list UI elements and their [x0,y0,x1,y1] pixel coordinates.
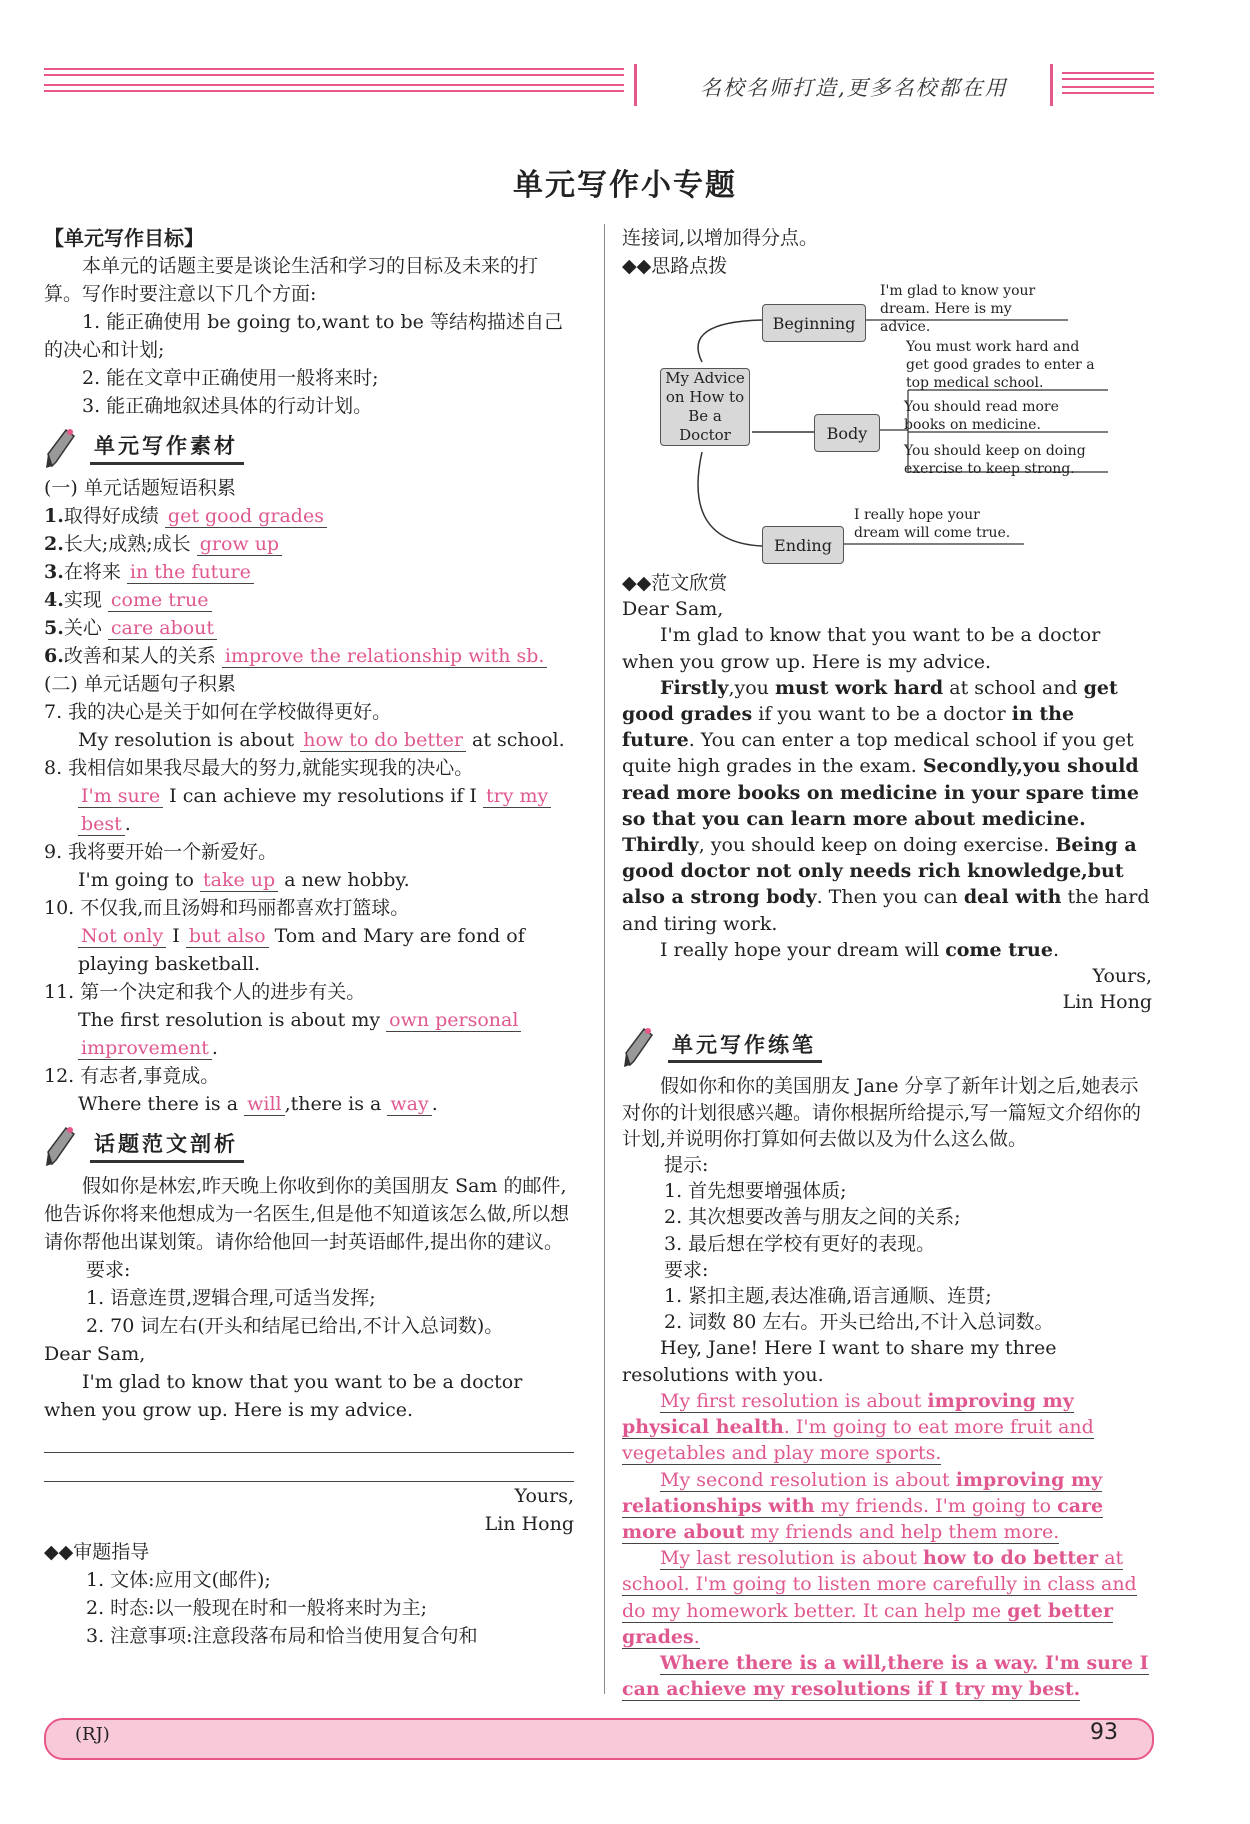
text-run: if you want to be a doctor [752,703,1012,726]
pencil-icon [622,1025,658,1069]
phrase-item: 2.长大;成熟;成长 grow up [44,530,574,558]
sentence-en: My resolution is about how to do better at school. [78,729,565,751]
text-run: , you should keep on doing exercise. [698,834,1056,857]
text-run: . Then you can [816,886,964,909]
text-run: in the future [622,703,1075,752]
phrases-title: (一) 单元话题短语积累 [44,477,236,499]
goals-title: 【单元写作目标】 [44,226,204,250]
guide-item: 2. 时态:以一般现在时和一般将来时为主; [86,1597,427,1619]
mind-map-body-text: You should keep on doing exercise to keep strong. [904,443,1086,477]
answer-paragraph [622,1650,1152,1702]
sentence-en: I'm going to take up a new hobby. [78,869,410,891]
sample-p1: I'm glad to know that you want to be a doctor when you grow up. Here is my advice. [622,624,1101,673]
right-column-lower [622,570,1152,1702]
practice-req-item: 1. 紧扣主题,表达准确,语言通顺、连贯; [664,1285,992,1308]
sample-p2 [622,675,1152,937]
goal-item: 3. 能正确地叙述具体的行动计划。 [82,395,373,417]
req-item: 2. 70 词左右(开头和结尾已给出,不计入总词数)。 [86,1315,504,1337]
guide-item: 1. 文体:应用文(邮件); [86,1569,271,1591]
practice-intro: 假如你和你的美国朋友 Jane 分享了新年计划之后,她表示对你的计划很感兴趣。请你根据所给提示,写一篇短文介绍你的计划,并说明你打算如何去做以及为什么这么做。 [622,1075,1142,1150]
req-title: 要求: [86,1259,131,1281]
page-title: 单元写作小专题 [513,168,737,203]
text-run: care more about [622,1494,1104,1543]
mind-map-ending-text: I really hope your dream will come true. [854,507,1011,541]
text-run: . [1052,938,1059,961]
goals-intro: 本单元的话题主要是谈论生活和学习的目标及未来的打算。写作时要注意以下几个方面: [44,255,539,305]
phrase-answer: in the future [127,561,254,584]
sentences-title: (二) 单元话题句子积累 [44,673,236,695]
pencil-icon [44,1124,80,1168]
opening-text: I'm glad to know that you want to be a doctor when you grow up. Here is my advice. [44,1371,523,1421]
practice-start: Hey, Jane! Here I want to share my three resolutions with you. [622,1337,1057,1386]
material-heading-text: 单元写作素材 [90,432,244,465]
req-item: 1. 语意连贯,逻辑合理,可适当发挥; [86,1287,376,1309]
text-run: My second resolution is about [660,1468,956,1491]
text-run: the hard and tiring work. [622,886,1150,935]
mind-map-body-text: You should read more books on medicine. [904,399,1059,433]
header-divider-2 [1050,64,1053,106]
sentence-cn: 12. 有志者,事竟成。 [44,1065,220,1087]
guide-item: 3. 注意事项:注意段落布局和恰当使用复合句和 [86,1625,478,1647]
footer-bar [44,1718,1154,1760]
mind-map-body-text: You must work hard and get good grades to enter a top medical school. [906,339,1095,391]
sign-yours: Yours, [514,1485,574,1507]
footer-edition: (RJ) [75,1724,110,1745]
practice-heading-text: 单元写作练笔 [668,1032,822,1063]
text-run: come true [945,938,1053,961]
text-run: how to do better [923,1547,1099,1570]
text-run: . I'm going to eat more fruit and vegetables and play more sports. [622,1416,1094,1465]
phrase-answer: grow up [197,533,282,556]
text-run: my friends. I'm going to [814,1494,1058,1517]
mind-map-beginning: Beginning [762,304,866,342]
text-run: My first resolution is about [660,1389,928,1412]
phrase-item: 4.实现 come true [44,586,574,614]
phrase-item: 1.取得好成绩 get good grades [44,502,574,530]
page-number: 93 [1090,1720,1118,1745]
mind-map [622,282,1152,568]
sentence-cn: 9. 我将要开始一个新爱好。 [44,841,278,863]
sentence-en: I'm sure I can achieve my resolutions if I try my best . [44,782,574,838]
sentence-cn: 8. 我相信如果我尽最大的努力,就能实现我的决心。 [44,757,474,779]
practice-req-item: 2. 词数 80 左右。开头已给出,不计入总词数。 [664,1311,1054,1334]
column-divider [604,224,605,1694]
phrase-item: 6.改善和某人的关系 improve the relationship with sb. [44,642,574,670]
mind-map-beginning-text: I'm glad to know your dream. Here is my advice. [880,283,1036,335]
text-run: get good grades [622,676,1118,726]
pencil-icon [44,426,80,470]
sample-p3 [622,937,1152,963]
sentence-en: Not only I but also Tom and Mary are fond of [44,922,574,950]
header-rule-left-2 [44,84,624,92]
hint-item: 2. 其次想要改善与朋友之间的关系; [664,1206,961,1229]
model-heading-text: 话题范文剖析 [90,1130,244,1163]
text-run: deal with [963,886,1062,909]
header-slogan: 名校名师打造,更多名校都在用 [700,76,1008,100]
goal-item: 2. 能在文章中正确使用一般将来时; [82,367,379,389]
salutation: Dear Sam, [44,1343,146,1365]
right-column-top [622,224,1152,280]
continue-text: 连接词,以增加得分点。 [622,227,819,249]
phrase-answer: come true [108,589,212,612]
sample-sign-yours: Yours, [1092,965,1152,988]
text-run: Firstly [660,676,729,699]
answer-paragraph [622,1545,1152,1650]
sentence-cn: 11. 第一个决定和我个人的进步有关。 [44,981,366,1003]
sentence-en: playing basketball. [78,953,261,975]
hint-title: 提示: [664,1154,709,1177]
text-run: My last resolution is about [660,1547,924,1570]
text-run: Secondly,you should read more books on medicine in your spare time so that you can learn more about medicine. Thirdly [622,755,1139,857]
hint-item: 1. 首先想要增强体质; [664,1180,847,1203]
text-run: I really hope your dream will [660,938,946,961]
sample-salutation: Dear Sam, [622,598,724,621]
idea-title: ◆◆思路点拨 [622,255,728,277]
left-column [44,224,574,1650]
mind-map-body: Body [814,414,880,452]
mind-map-center: My Advice on How to Be a Doctor [660,368,750,446]
text-run: get better grades [622,1599,1113,1648]
mind-map-ending: Ending [762,526,844,564]
guide-title: ◆◆审题指导 [44,1541,150,1563]
sign-name: Lin Hong [484,1513,574,1535]
text-run: my friends and help them more. [744,1520,1060,1543]
goal-item: 1. 能正确使用 be going to,want to be 等结构描述自己的决心和计划; [44,311,563,361]
model-intro: 假如你是林宏,昨天晚上你收到你的美国朋友 Sam 的邮件,他告诉你将来他想成为一名医生,但是他不知道该怎么做,所以想请你帮他出谋划策。请你给他回一封英语邮件,提出你的建议。 [44,1175,570,1253]
writing-line [44,1453,574,1482]
practice-heading [622,1025,1152,1069]
phrase-answer: improve the relationship with sb. [222,645,548,668]
text-run: Being a good doctor not only needs rich knowledge,but also a strong body [622,834,1137,909]
phrase-answer: get good grades [165,505,327,528]
header-rule-right-2 [1062,86,1154,94]
text-run: at school. I'm going to listen more carefully in class and do my homework better. It can help me [622,1547,1137,1622]
text-run: ,you [728,676,775,699]
header-rule-left [44,68,624,76]
material-heading [44,426,574,470]
sentence-en: Where there is a will ,there is a way . [78,1093,438,1115]
answer-paragraph [622,1467,1152,1546]
text-run: must work hard [774,676,944,699]
text-run: Where there is a will,there is a way. I'm sure I can achieve my resolutions if I try my best. [622,1651,1149,1701]
header-divider [634,64,637,106]
model-heading [44,1124,574,1168]
phrase-answer: care about [108,617,217,640]
phrase-item: 5.关心 care about [44,614,574,642]
text-run: . You can enter a top medical school if you get quite high grades in the exam. [622,729,1134,778]
writing-line [44,1424,574,1453]
phrase-item: 3.在将来 in the future [44,558,574,586]
text-run: improving my physical health [622,1389,1074,1439]
sample-sign-name: Lin Hong [1062,991,1152,1014]
text-run: at school and [943,676,1084,699]
text-run: improving my relationships with [622,1468,1103,1517]
practice-req-title: 要求: [664,1258,709,1281]
sample-title: ◆◆范文欣赏 [622,572,728,594]
text-run: . [693,1625,700,1648]
sentence-cn: 10. 不仅我,而且汤姆和玛丽都喜欢打篮球。 [44,897,410,919]
answer-paragraph [622,1388,1152,1467]
hint-item: 3. 最后想在学校有更好的表现。 [664,1232,936,1255]
header-rule-right [1062,72,1154,80]
sentence-en: The first resolution is about my own personal improvement . [44,1006,574,1062]
sentence-cn: 7. 我的决心是关于如何在学校做得更好。 [44,701,392,723]
